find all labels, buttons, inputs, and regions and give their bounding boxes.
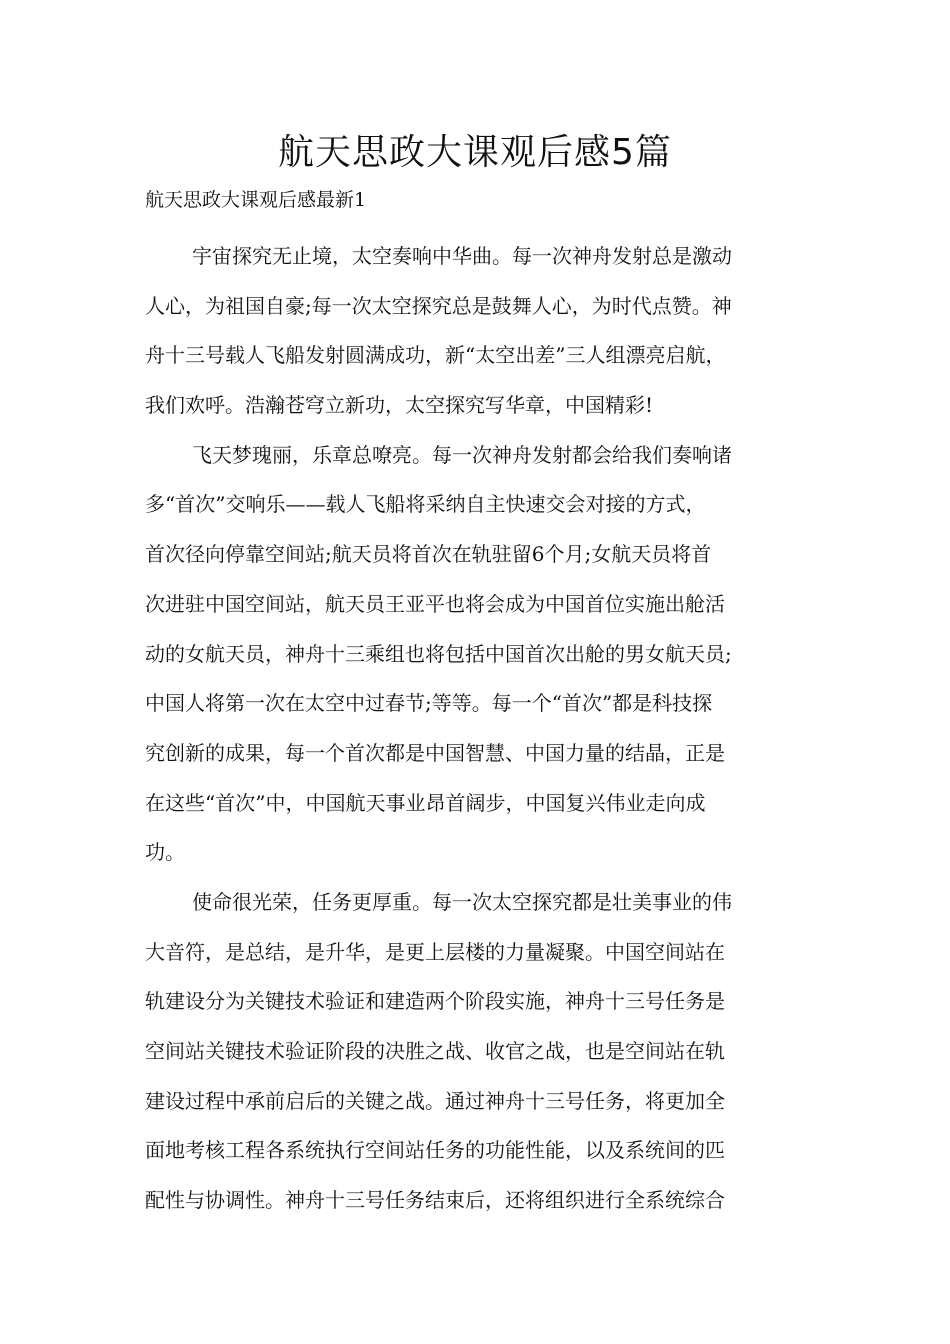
paragraph-2 bbox=[145, 431, 805, 878]
paragraph-line: 中国人将第一次在太空中过春节;等等。每一个“首次”都是科技探 bbox=[145, 691, 713, 716]
document-title: 航天思政大课观后感5篇 bbox=[278, 132, 672, 173]
paragraph-line: 在这些“首次”中，中国航天事业昂首阔步，中国复兴伟业走向成 bbox=[145, 790, 706, 815]
paragraph-line: 动的女航天员，神舟十三乘组也将包括中国首次出舱的男女航天员; bbox=[145, 641, 732, 666]
paragraph-line: 人心，为祖国自豪;每一次太空探究总是鼓舞人心，为时代点赞。神 bbox=[145, 293, 732, 318]
paragraph-line: 多“首次”交响乐——载人飞船将采纳自主快速交会对接的方式， bbox=[145, 492, 706, 517]
paragraph-line: 飞天梦瑰丽，乐章总嘹亮。每一次神舟发射都会给我们奏响诸 bbox=[192, 442, 732, 467]
paragraph-line: 功。 bbox=[145, 840, 185, 865]
paragraph-line: 建设过程中承前启后的关键之战。通过神舟十三号任务，将更加全 bbox=[145, 1088, 725, 1113]
paragraph-line: 我们欢呼。浩瀚苍穹立新功，太空探究写华章，中国精彩! bbox=[145, 393, 654, 418]
paragraph-line: 配性与协调性。神舟十三号任务结束后，还将组织进行全系统综合 bbox=[145, 1188, 725, 1213]
paragraph-line: 宇宙探究无止境，太空奏响中华曲。每一次神舟发射总是激动 bbox=[192, 244, 732, 268]
section-heading: 航天思政大课观后感最新1 bbox=[145, 189, 367, 211]
paragraph-line: 舟十三号载人飞船发射圆满成功，新“太空出差”三人组漂亮启航， bbox=[145, 343, 726, 368]
paragraph-1 bbox=[145, 232, 805, 431]
paragraph-line: 轨建设分为关键技术验证和建造两个阶段实施，神舟十三号任务是 bbox=[145, 989, 725, 1014]
paragraph-line: 究创新的成果，每一个首次都是中国智慧、中国力量的结晶，正是 bbox=[145, 740, 725, 765]
paragraph-line: 面地考核工程各系统执行空间站任务的功能性能，以及系统间的匹 bbox=[145, 1138, 725, 1163]
paragraph-line: 次进驻中国空间站，航天员王亚平也将会成为中国首位实施出舱活 bbox=[145, 591, 725, 616]
paragraph-line: 首次径向停靠空间站;航天员将首次在轨驻留6个月;女航天员将首 bbox=[145, 542, 712, 567]
paragraph-line: 空间站关键技术验证阶段的决胜之战、收官之战，也是空间站在轨 bbox=[145, 1039, 725, 1063]
paragraph-line: 大音符，是总结，是升华，是更上层楼的力量凝聚。中国空间站在 bbox=[145, 939, 725, 964]
paragraph-line: 使命很光荣，任务更厚重。每一次太空探究都是壮美事业的伟 bbox=[192, 889, 732, 914]
document-body bbox=[145, 232, 805, 1226]
paragraph-3 bbox=[145, 878, 805, 1226]
